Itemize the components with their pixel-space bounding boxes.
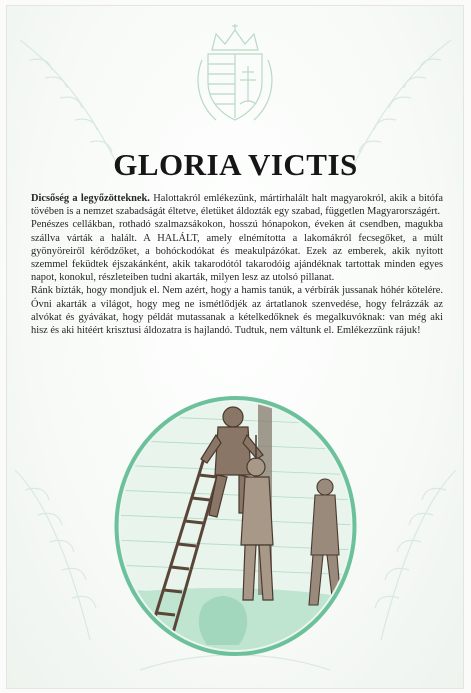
page-title: GLORIA VICTIS [113, 147, 358, 182]
paragraph-3: Ránk bízták, hogy mondjuk el. Nem azért, hogy a hamis tanúk, a vérbírák jussanak hóhér kötelére. Óvni akarták a világot, hogy meg ne ismétlődjék az ártatlanok szenvedése, hogy felrázzák az alvókat és gyávákat, hogy példát mutassanak a kételkedőknek és megalkuvóknak: van még aki hisz és aki hitéért krisztusi áldozatra is hajlandó. Tudtuk, nem váltunk el. Emlékezzünk rájuk! [31, 285, 443, 337]
paragraph-1 [31, 192, 443, 218]
paragraph-1-text: Halottakról emlékezünk, mártírhalált halt magyarokról, akik a bitófa tövében is a nemzet szabadságát éltetve, életüket áldozták egy szabad, független Magyarországért. [31, 193, 444, 218]
intro-bold: Dicsőség a legyőzötteknek. [31, 193, 150, 204]
body-text [31, 192, 443, 337]
paragraph-2: Penészes cellákban, rothadó szalmazsákokon, hosszú hónapokon, éveken át csendben, magukba szállva várták a halált. A HALÁLT, amely elnémította a lakomákról fecsegőket, a múlt gyönyöreiről kérődzőket, a bohóckodókat és meakulpázókat. Ezek az emberek, akik nyitott szemmel feküdtek éjszakánként, akik takarodótól takarodóig ajándéknak tartottak minden egyes napot, konokul, részleteiben tudni akarták, milyen lesz az utolsó pillanat. [31, 219, 443, 284]
hungarian-coat-of-arms-watermark-icon [190, 20, 280, 130]
execution-scene-engraving-icon [113, 395, 358, 657]
